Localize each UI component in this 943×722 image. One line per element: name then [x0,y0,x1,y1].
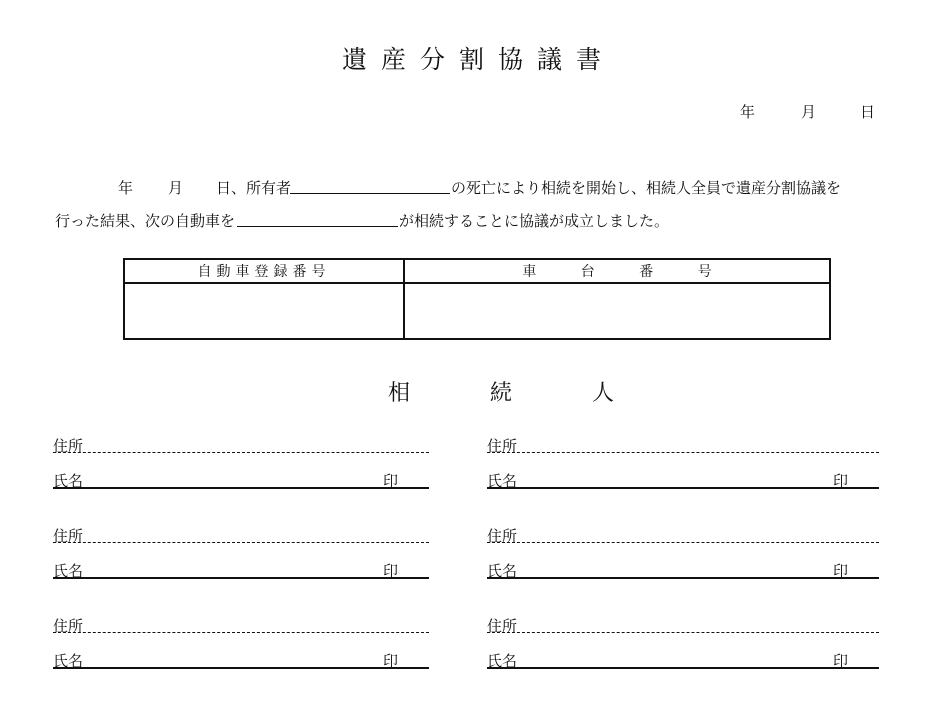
heir-block [53,612,429,674]
address-label: 住所 [53,617,84,635]
name-label: 氏名 [53,472,84,490]
body-line1-after: の死亡により相続を開始し、相続人全員で遺産分割協議を [451,179,842,197]
name-line[interactable] [53,487,429,489]
heir-block [53,432,429,494]
address-label: 住所 [487,437,518,455]
name-label: 氏名 [53,562,84,580]
heir-block [487,522,879,584]
address-label: 住所 [53,437,84,455]
heirs-title-char-1: 相 [388,381,411,406]
address-line[interactable] [53,542,429,543]
seal-mark: 印 [383,652,399,670]
body-line2-after: が相続することに協議が成立しました。 [399,212,670,230]
name-line[interactable] [53,667,429,669]
name-label: 氏名 [487,472,518,490]
heir-block [487,432,879,494]
heirs-title-char-3: 人 [592,381,615,406]
address-line[interactable] [487,452,879,453]
address-line[interactable] [53,632,429,633]
address-label: 住所 [53,527,84,545]
name-label: 氏名 [487,652,518,670]
heir-block [487,612,879,674]
seal-mark: 印 [833,562,849,580]
name-line[interactable] [53,577,429,579]
address-line[interactable] [487,542,879,543]
address-line[interactable] [487,632,879,633]
body-line-1 [0,177,943,197]
name-label: 氏名 [53,652,84,670]
seal-mark: 印 [833,652,849,670]
body-line-2 [0,210,943,230]
heir-blank[interactable] [237,226,398,227]
body-month: 月 [168,179,184,197]
body-line2-before: 行った結果、次の自動車を [55,212,236,230]
date-year: 年 [740,103,756,121]
name-label: 氏名 [487,562,518,580]
owner-blank[interactable] [290,193,450,194]
address-line[interactable] [53,452,429,453]
seal-mark: 印 [383,562,399,580]
address-label: 住所 [487,617,518,635]
name-line[interactable] [487,487,879,489]
seal-mark: 印 [383,472,399,490]
registration-number-header: 自動車登録番号 [124,259,404,283]
document-title: 遺産分割協議書 [341,45,615,74]
heir-block [53,522,429,584]
body-day-owner: 日、所有者 [216,179,292,197]
address-label: 住所 [487,527,518,545]
vehicle-table-data-row [124,283,830,339]
date-month: 月 [801,103,817,121]
chassis-number-cell[interactable] [404,283,830,339]
registration-number-cell[interactable] [124,283,404,339]
date-day: 日 [860,103,876,121]
body-year: 年 [118,179,134,197]
name-line[interactable] [487,577,879,579]
heirs-title-char-2: 続 [490,381,513,406]
seal-mark: 印 [833,472,849,490]
name-line[interactable] [487,667,879,669]
chassis-number-header: 車 台 番 号 [404,259,830,283]
vehicle-table [123,258,831,340]
vehicle-table-header-row [124,259,830,283]
